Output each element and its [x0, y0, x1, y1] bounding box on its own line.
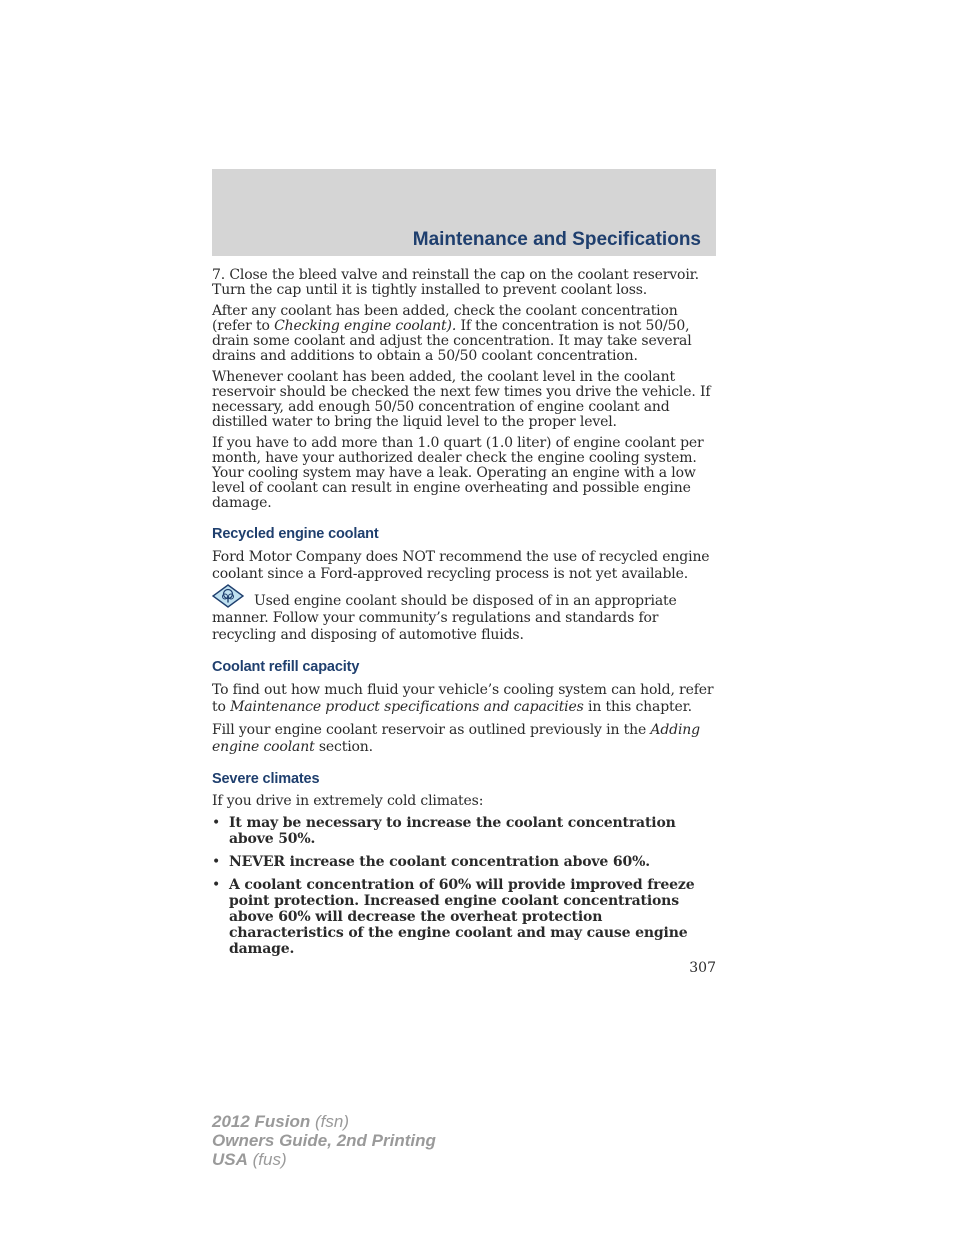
paragraph-fill-reservoir: Fill your engine coolant reservoir as outlined previously in the Adding engine coolant section. — [212, 722, 700, 755]
paragraph-check-level: Whenever coolant has been added, the coolant level in the coolant reservoir should be checked the next few times you drive the vehicle. If necessary, add enough 50/50 concentration of engine coolant and distilled water to bring the liquid level to the proper level. — [212, 369, 711, 430]
reference-checking-engine-coolant: Checking engine coolant). — [274, 318, 457, 334]
environment-note — [212, 593, 716, 644]
heading-severe-climates: Severe climates — [212, 771, 320, 787]
bullet-icon: • — [212, 815, 221, 831]
reference-adding-engine-coolant: Adding engine coolant — [212, 722, 700, 755]
list-item: • It may be necessary to increase the coolant concentration above 50%. — [212, 815, 676, 847]
paragraph-capacity: To find out how much fluid your vehicle’s cooling system can hold, refer to Maintenance product specifications and capacities in this chapter. — [212, 682, 714, 715]
heading-coolant-refill-capacity: Coolant refill capacity — [212, 659, 360, 675]
environment-note-text: Used engine coolant should be disposed of in an appropriate manner. Follow your community’s regulations and standards for recycling and disposing of automotive fluids. — [212, 593, 677, 643]
paragraph-cold-climates: If you drive in extremely cold climates: — [212, 793, 484, 809]
page-content — [212, 268, 716, 964]
heading-recycled-engine-coolant: Recycled engine coolant — [212, 526, 379, 542]
footer-line-market: USA (fus) — [212, 1150, 287, 1169]
bullet-icon: • — [212, 877, 221, 893]
environment-tree-icon — [212, 584, 244, 608]
footer-line-edition: Owners Guide, 2nd Printing — [212, 1131, 436, 1150]
document-footer — [212, 1112, 436, 1169]
page-number: 307 — [689, 960, 716, 976]
section-header-band — [212, 169, 716, 256]
paragraph-step-7: 7. Close the bleed valve and reinstall the cap on the coolant reservoir. Turn the cap until it is tightly installed to prevent coolant loss. — [212, 267, 699, 298]
list-item: • NEVER increase the coolant concentration above 60%. — [212, 854, 650, 870]
bullet-icon: • — [212, 854, 221, 870]
section-title: Maintenance and Specifications — [412, 229, 701, 250]
footer-line-model: 2012 Fusion (fsn) — [212, 1112, 349, 1131]
list-item: • A coolant concentration of 60% will provide improved freeze point protection. Increased engine coolant concentrations above 60% will decrease the overheat protection characteristics of the engine coolant and may cause engine damage. — [212, 877, 695, 957]
paragraph-recycled: Ford Motor Company does NOT recommend the use of recycled engine coolant since a Ford-approved recycling process is not yet available. — [212, 549, 710, 582]
paragraph-leak-warning: If you have to add more than 1.0 quart (1.0 liter) of engine coolant per month, have your authorized dealer check the engine cooling system. Your cooling system may have a leak. Operating an engine with a low level of coolant can result in engine overheating and possible engine damage. — [212, 435, 704, 511]
cold-climate-bullet-list — [212, 815, 716, 957]
paragraph-check-concentration: After any coolant has been added, check the coolant concentration (refer to Checking engine coolant). If the concentration is not 50/50, drain some coolant and adjust the concentration. It may take several drains and additions to obtain a 50/50 coolant concentration. — [212, 303, 692, 364]
reference-maintenance-specifications: Maintenance product specifications and capacities — [230, 699, 584, 715]
